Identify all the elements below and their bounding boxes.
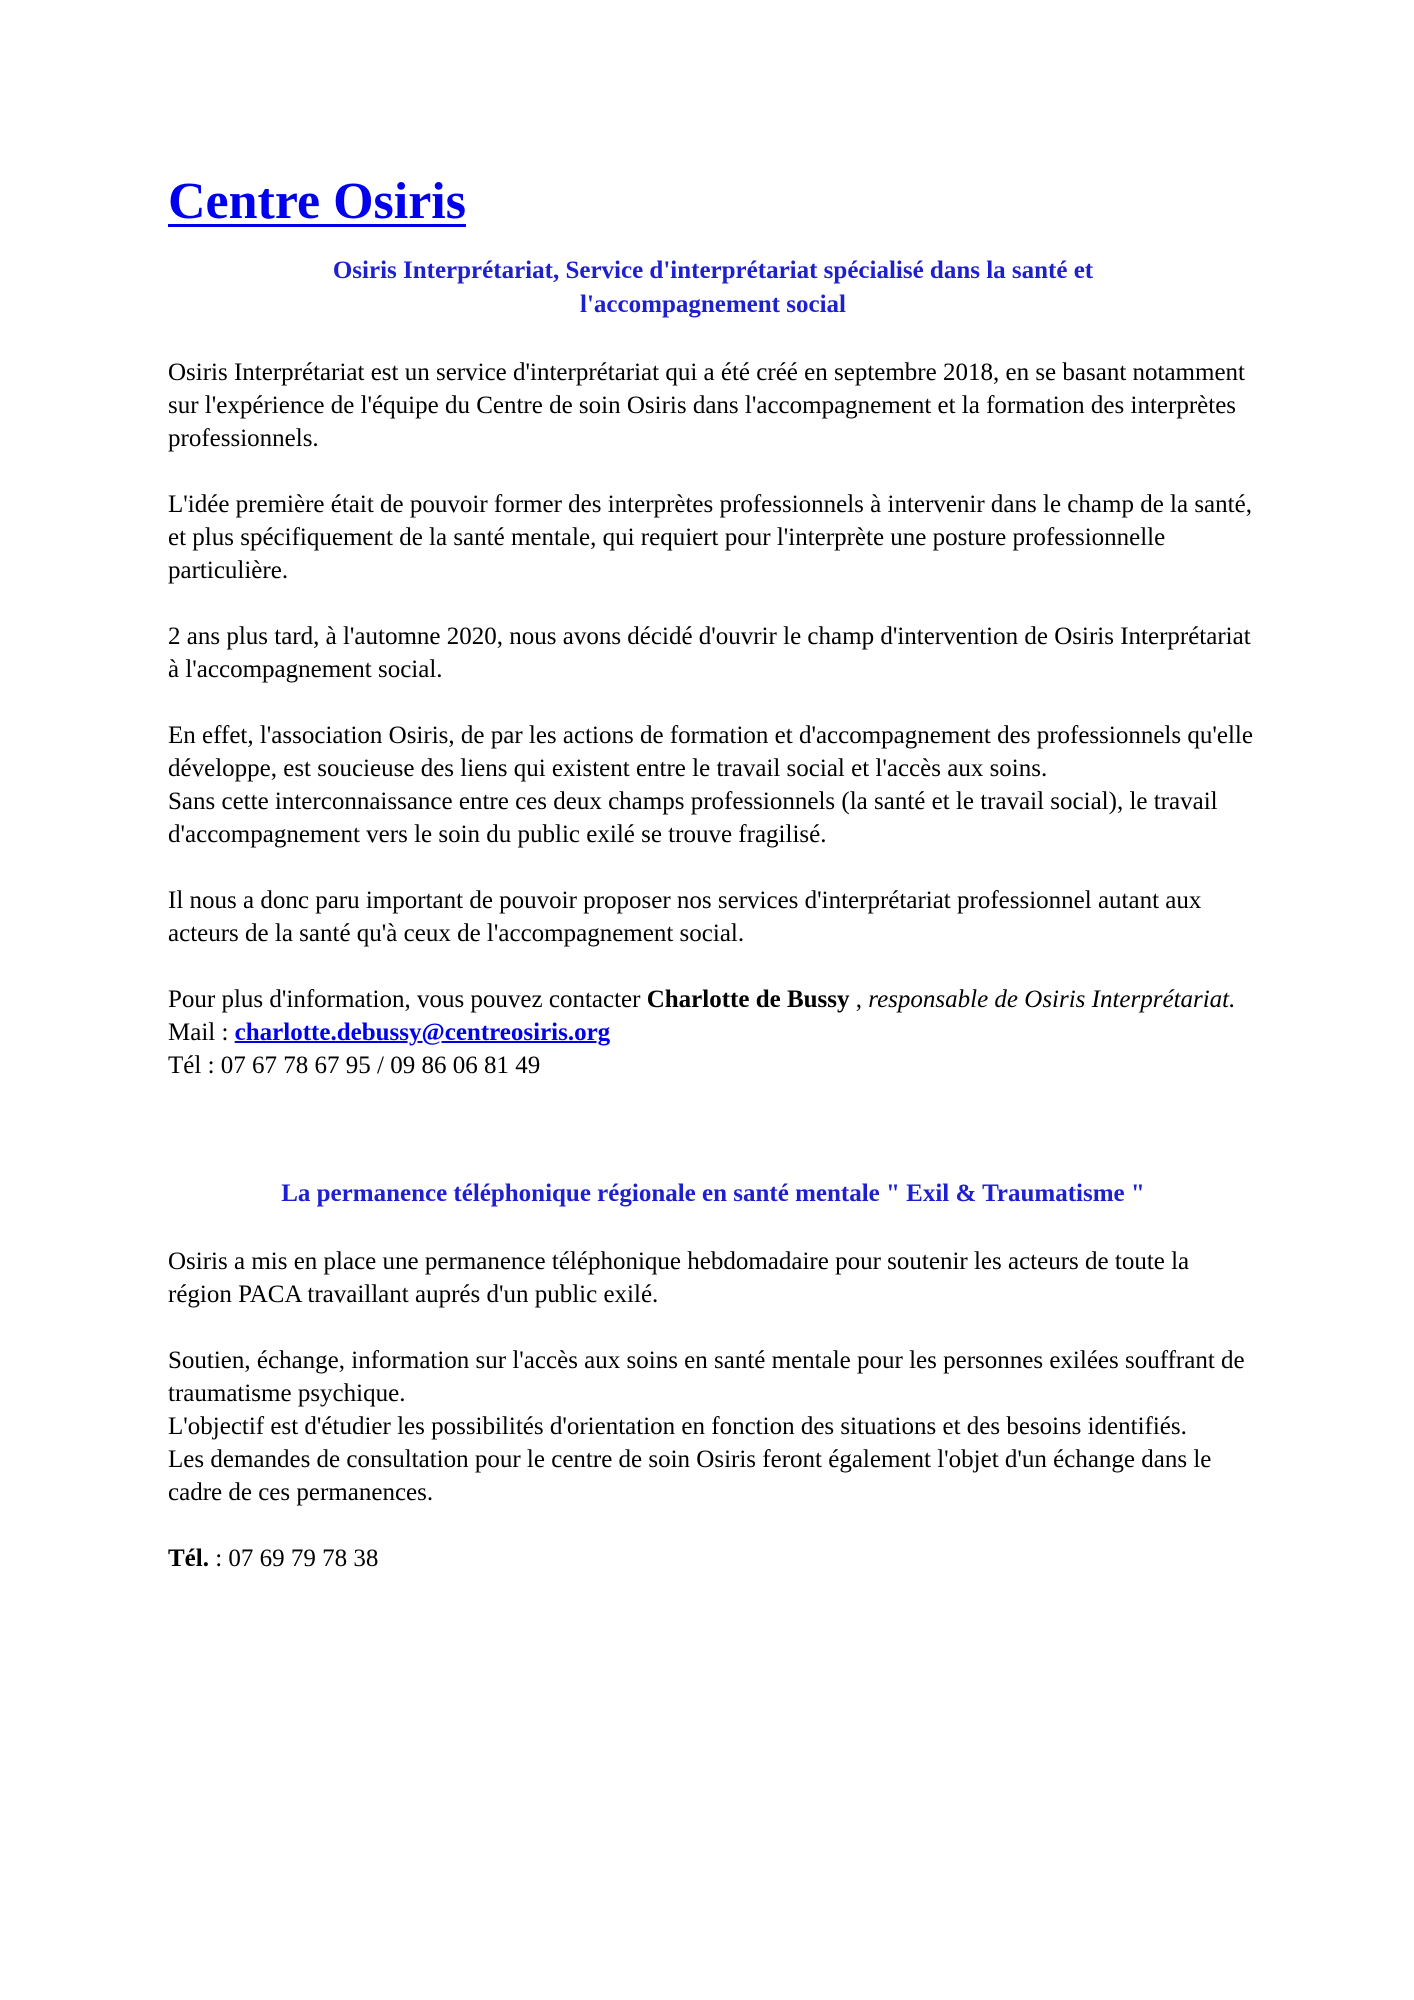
- paragraph: 2 ans plus tard, à l'automne 2020, nous avons décidé d'ouvrir le champ d'intervention de Osiris Interprétariat à l'accompagnement social.: [168, 623, 1251, 683]
- paragraph: Il nous a donc paru important de pouvoir proposer nos services d'interprétariat professionnel autant aux acteurs de la santé qu'à ceux de l'accompagnement social.: [168, 887, 1202, 947]
- page-title[interactable]: Centre Osiris: [168, 173, 466, 230]
- paragraph: Les demandes de consultation pour le centre de soin Osiris feront également l'objet d'un échange dans le cadre de ces permanences.: [168, 1446, 1212, 1506]
- contact-name: Charlotte de Bussy: [646, 986, 850, 1013]
- permanence-phone-line: [168, 1542, 1258, 1575]
- paragraph: Osiris a mis en place une permanence téléphonique hebdomadaire pour soutenir les acteurs de toute la région PACA travaillant auprés d'un public exilé.: [168, 1248, 1190, 1308]
- paragraph: Soutien, échange, information sur l'accès aux soins en santé mentale pour les personnes exilées souffrant de traumatisme psychique.: [168, 1347, 1245, 1407]
- paragraph: Sans cette interconnaissance entre ces deux champs professionnels (la santé et le travail social), le travail d'accompagnement vers le soin du public exilé se trouve fragilisé.: [168, 788, 1218, 848]
- mail-line: [168, 1016, 1258, 1049]
- section-title-line: Osiris Interprétariat, Service d'interprétariat spécialisé dans la santé et: [332, 257, 1094, 284]
- paragraph: En effet, l'association Osiris, de par les actions de formation et d'accompagnement des professionnels qu'elle développe, est soucieuse des liens qui existent entre le travail social et l'accès aux soins.: [168, 722, 1253, 782]
- paragraph: Osiris Interprétariat est un service d'interprétariat qui a été créé en septembre 2018, en se basant notamment sur l'expérience de l'équipe du Centre de soin Osiris dans l'accompagnement et la formation des interprètes professionnels.: [168, 359, 1245, 452]
- phone-line: Tél : 07 67 78 67 95 / 09 86 06 81 49: [168, 1052, 541, 1079]
- contact-paragraph: [168, 983, 1258, 1016]
- paragraph: L'objectif est d'étudier les possibilités d'orientation en fonction des situations et des besoins identifiés.: [168, 1413, 1187, 1440]
- phone-label: Tél.: [168, 1545, 209, 1572]
- section-title-interpretariat: [168, 254, 1258, 322]
- paragraph: L'idée première était de pouvoir former des interprètes professionnels à intervenir dans le champ de la santé, et plus spécifiquement de la santé mentale, qui requiert pour l'interprète une posture professionnelle particulière.: [168, 491, 1252, 584]
- mail-link[interactable]: charlotte.debussy@centreosiris.org: [234, 1019, 611, 1046]
- contact-intro: Pour plus d'information, vous pouvez contacter: [168, 986, 647, 1013]
- mail-label: Mail :: [168, 1019, 235, 1046]
- contact-separator: ,: [849, 986, 869, 1013]
- section-title-permanence: La permanence téléphonique régionale en santé mentale " Exil & Traumatisme ": [281, 1180, 1145, 1207]
- contact-role: responsable de Osiris Interprétariat.: [868, 986, 1236, 1013]
- phone-value: : 07 69 79 78 38: [208, 1545, 379, 1572]
- document-page: [168, 170, 1258, 1575]
- section-title-line: l'accompagnement social: [580, 291, 846, 318]
